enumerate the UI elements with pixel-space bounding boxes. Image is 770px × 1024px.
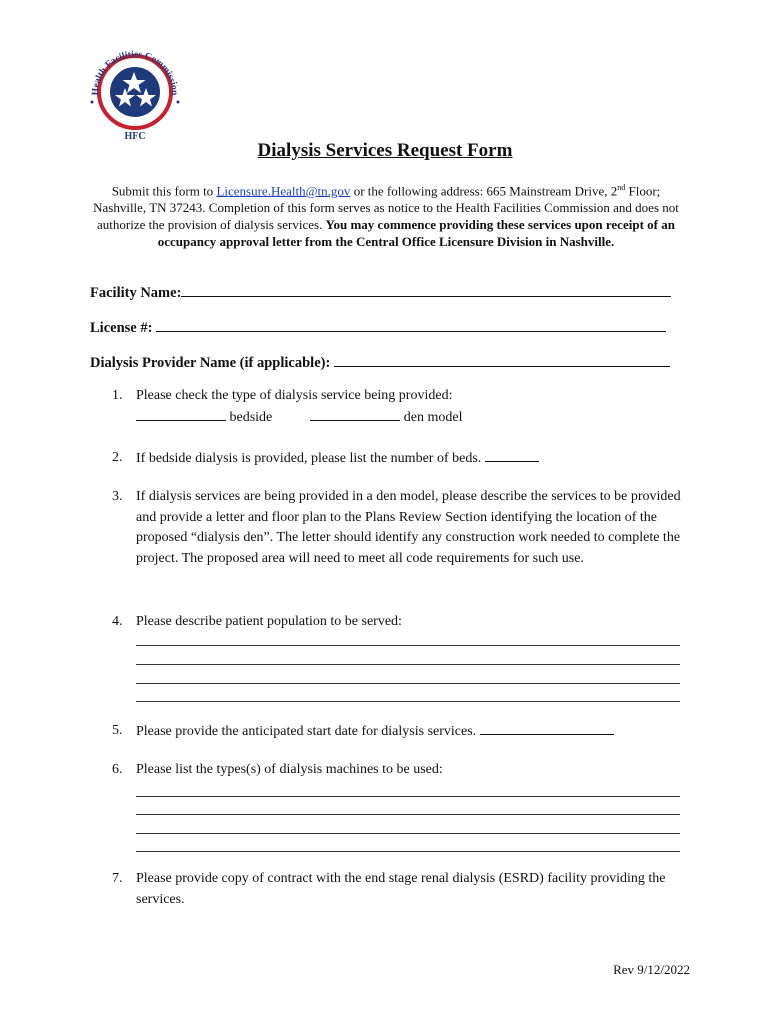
number-of-beds-input[interactable] — [485, 448, 539, 462]
machines-line-2[interactable] — [136, 814, 680, 815]
occupancy-notice: You may commence providing these services upon receipt of an occupancy approval letter from the Central Office Licensure Division in Nashville. — [157, 217, 675, 250]
facility-name-input[interactable] — [181, 282, 671, 297]
logo-ring-text: Health Facilities Commission — [90, 49, 180, 96]
facility-name-field: Facility Name: — [90, 282, 671, 302]
patient-population-line-1[interactable] — [136, 645, 680, 646]
question-3: 3. If dialysis services are being provided in a den model, please describe the services to be provided and provide a letter and floor plan to the Plans Review Section identifying the location of the proposed “dialysis den”. The letter should identify any construction work needed to complete the project. The proposed area will need to meet all code requirements for such use. — [112, 489, 681, 566]
patient-population-line-2[interactable] — [136, 664, 680, 665]
machines-line-4[interactable] — [136, 851, 680, 852]
revision-date: Rev 9/12/2022 — [613, 962, 690, 977]
question-1: 1. Please check the type of dialysis service being provided: bedside den model — [112, 388, 463, 425]
question-5: 5. Please provide the anticipated start date for dialysis services. — [112, 721, 682, 743]
question-2: 2. If bedside dialysis is provided, please list the number of beds. — [112, 448, 682, 470]
patient-population-line-4[interactable] — [136, 701, 680, 702]
machines-line-1[interactable] — [136, 796, 680, 797]
provider-name-input[interactable] — [334, 352, 670, 367]
start-date-input[interactable] — [480, 721, 614, 735]
license-field: License #: — [90, 317, 666, 337]
license-input[interactable] — [156, 317, 666, 332]
hfc-logo — [80, 36, 190, 146]
patient-population-line-3[interactable] — [136, 683, 680, 684]
bedside-checkbox-blank[interactable] — [136, 407, 226, 421]
question-4: 4. Please describe patient population to be served: — [112, 614, 402, 629]
form-title: Dialysis Services Request Form — [257, 140, 513, 161]
question-6: 6. Please list the types(s) of dialysis machines to be used: — [112, 762, 443, 777]
email-link[interactable]: Licensure.Health@tn.gov — [216, 183, 351, 199]
logo-caption: HFC — [124, 131, 146, 142]
question-7: 7. Please provide copy of contract with the end stage renal dialysis (ESRD) facility providing the services. — [112, 871, 666, 907]
logo-disc — [109, 66, 161, 118]
provider-name-field: Dialysis Provider Name (if applicable): — [90, 352, 670, 372]
intro-paragraph: Submit this form to Licensure.Health@tn.gov or the following address: 665 Mainstream Drive, 2nd Floor; Nashville, TN 37243. Completion of this form serves as notice to the Health Facilities Commission and does not authorize the provision of dialysis services. You may commence providing these services upon receipt of an occupancy approval letter from the Central Office Licensure Division in Nashville. — [93, 183, 679, 250]
machines-line-3[interactable] — [136, 833, 680, 834]
den-model-checkbox-blank[interactable] — [310, 407, 400, 421]
